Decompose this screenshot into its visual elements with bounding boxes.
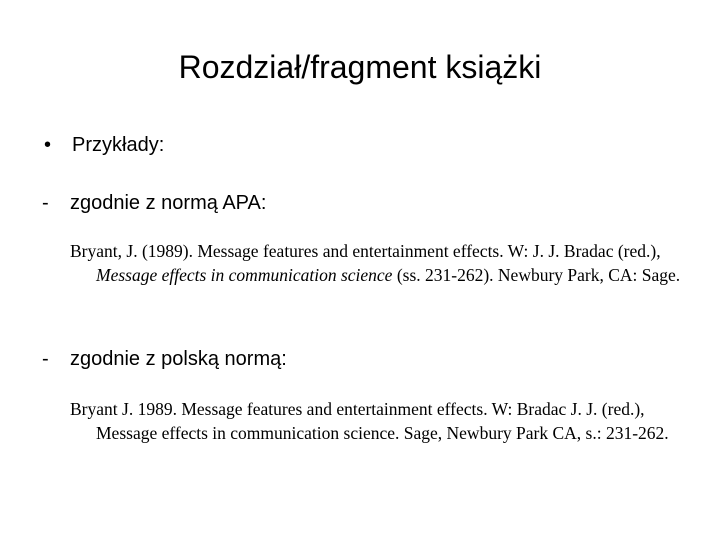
dash-icon: -	[42, 348, 49, 370]
polish-heading-label: zgodnie z polską normą:	[70, 348, 287, 370]
apa-reference-end: (ss. 231-262). Newbury Park, CA: Sage.	[392, 265, 681, 285]
apa-reference-book-title: Message effects in communication science	[96, 265, 393, 285]
polish-heading	[42, 346, 287, 372]
apa-reference-start: Bryant, J. (1989). Message features and entertainment effects. W: J. J. Bradac (red.),	[70, 241, 661, 261]
examples-bullet	[44, 132, 164, 158]
apa-reference	[70, 239, 706, 287]
examples-label: Przykłady:	[72, 134, 165, 156]
bullet-icon: •	[44, 134, 52, 156]
dash-icon: -	[42, 192, 49, 214]
apa-heading-label: zgodnie z normą APA:	[70, 192, 267, 214]
polish-reference: Bryant J. 1989. Message features and entertainment effects. W: Bradac J. J. (red.), Message effects in communication science. Sage, Newbury Park CA, s.: 231-262.	[70, 399, 669, 443]
slide-title: Rozdział/fragment książki	[178, 49, 542, 85]
apa-heading	[42, 190, 266, 216]
